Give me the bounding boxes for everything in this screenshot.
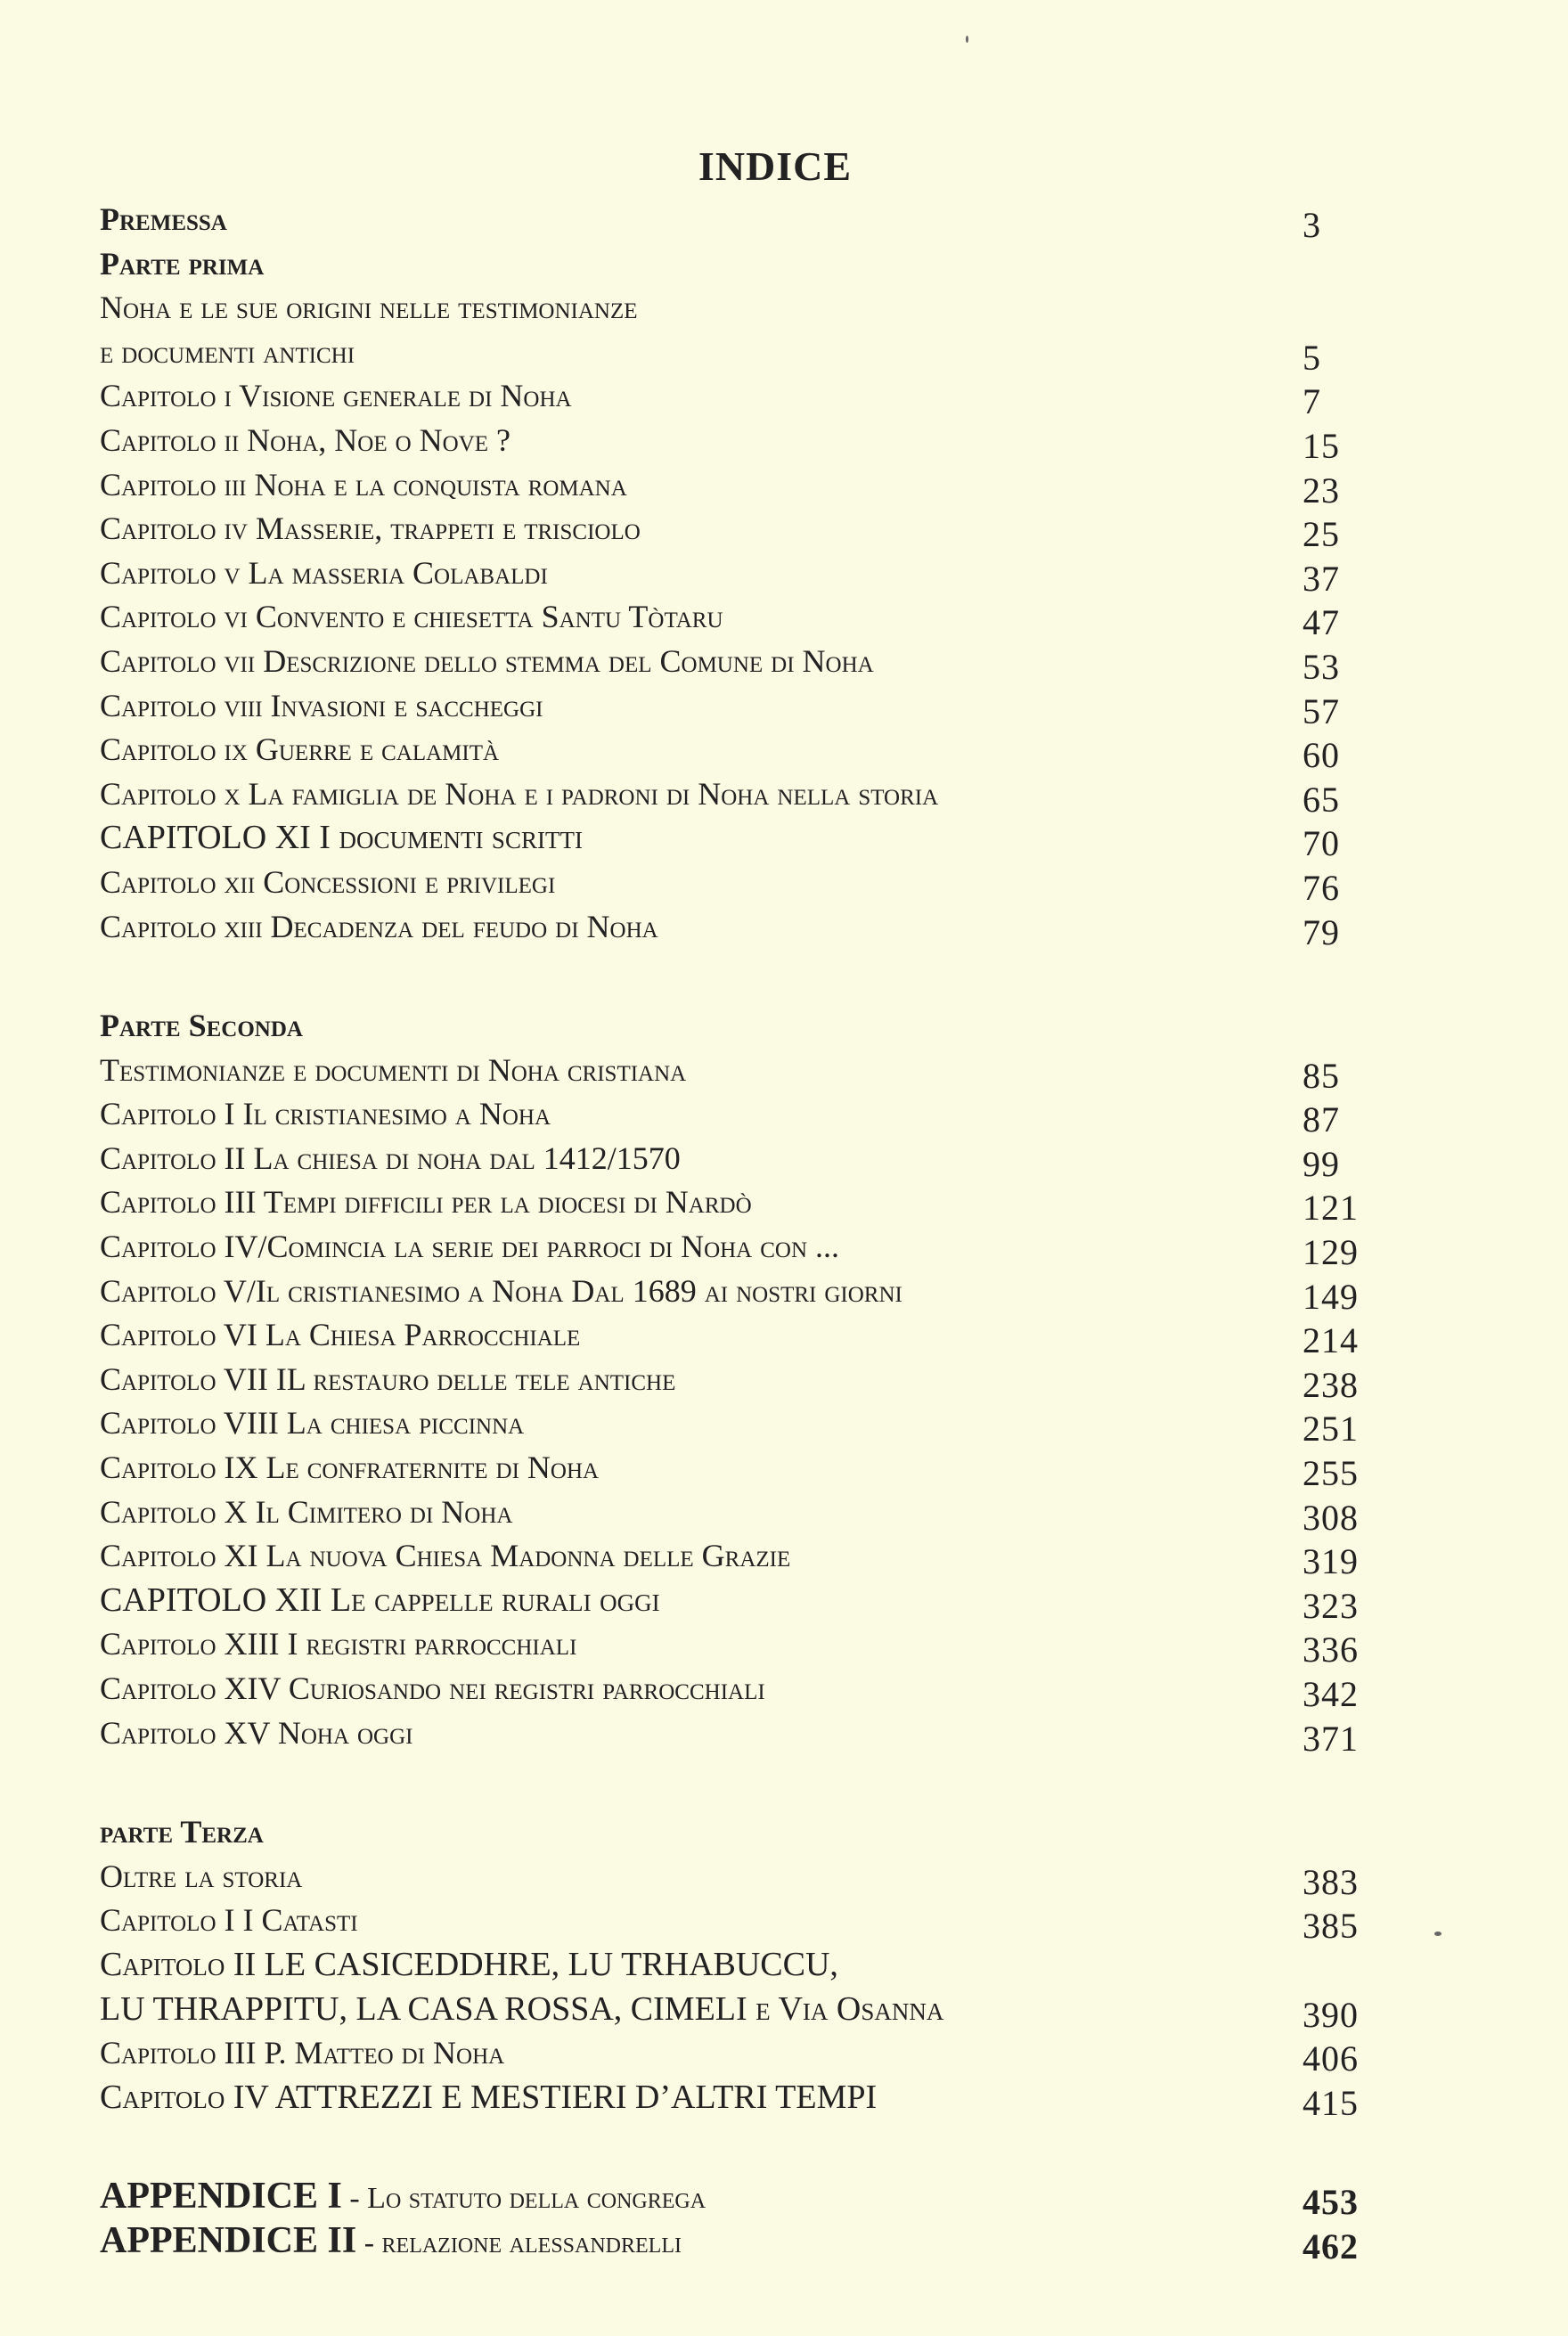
toc-row (100, 861, 1383, 908)
appendix-title: - Lo statuto della congrega (341, 2182, 706, 2216)
toc-entry-text: Capitolo xiii Decadenza del feudo di Noha (100, 908, 658, 944)
toc-row (100, 242, 1383, 287)
toc-entry-text: Capitolo vi Convento e chiesetta Santu Tòtaru (100, 599, 723, 635)
toc-row (100, 1180, 1383, 1229)
toc-entry-text: Capitolo VI La Chiesa Parrocchiale (100, 1317, 581, 1353)
toc-row (100, 1092, 1383, 1140)
toc-entry-text: Capitolo V/Il cristianesimo a Noha Dal 1689 ai nostri giorni (100, 1272, 902, 1309)
toc-row (100, 1401, 1383, 1450)
toc-entry-text: Capitolo x La famiglia de Noha e i padroni di Noha nella storia (100, 775, 939, 812)
toc-entry-text: Parte prima (100, 245, 265, 282)
toc-entry-text: Capitolo II LE CASICEDDHRE, LU TRHABUCCU, (100, 1945, 838, 1983)
table-of-contents (100, 198, 1383, 2267)
toc-page-number: 149 (1303, 1276, 1359, 1317)
toc-page-number: 87 (1303, 1099, 1340, 1140)
page-title: INDICE (698, 143, 853, 189)
toc-entry-text: Capitolo ix Guerre e calamità (100, 731, 500, 768)
toc-row (100, 1855, 1383, 1902)
toc-page-number: 462 (1303, 2226, 1359, 2267)
toc-row (100, 1534, 1383, 1582)
toc-row (100, 772, 1383, 820)
toc-row (100, 728, 1383, 776)
toc-spacer (100, 949, 1383, 1004)
toc-entry-text: Capitolo vii Descrizione dello stemma del Comune di Noha (100, 642, 874, 679)
toc-entry-text: Oltre la storia (100, 1858, 303, 1894)
toc-row (100, 816, 1383, 864)
toc-row (100, 1899, 1383, 1947)
toc-entry-text: Capitolo VIII La chiesa piccinna (100, 1405, 525, 1442)
toc-page-number: 70 (1303, 823, 1340, 864)
toc-row (100, 1810, 1383, 1855)
toc-page-number: 129 (1303, 1232, 1359, 1273)
toc-page-number: 15 (1303, 425, 1340, 466)
toc-entry-text: Capitolo IX Le confraternite di Noha (100, 1450, 600, 1486)
toc-page-number: 385 (1303, 1906, 1359, 1947)
toc-page-number: 5 (1303, 337, 1321, 378)
toc-entry-text: e documenti antichi (100, 333, 355, 370)
toc-row (100, 2031, 1383, 2079)
toc-row (100, 198, 1383, 245)
toc-entry-text: Capitolo XIII I registri parrocchiali (100, 1626, 577, 1662)
toc-row (100, 551, 1383, 599)
toc-row (100, 1270, 1383, 1317)
toc-entry-text: CAPITOLO XI I documenti scritti (100, 819, 583, 857)
toc-page-number: 319 (1303, 1541, 1359, 1582)
toc-page-number: 406 (1303, 2038, 1359, 2079)
toc-entry-text: Capitolo XV Noha oggi (100, 1714, 413, 1751)
toc-page-number: 308 (1303, 1497, 1359, 1538)
toc-row (100, 905, 1383, 950)
toc-row (100, 286, 1383, 331)
toc-row (100, 1446, 1383, 1494)
toc-page-number: 25 (1303, 514, 1340, 555)
toc-row (100, 2076, 1383, 2123)
toc-entry-text: Capitolo IV/Comincia la serie dei parroci di Noha con ... (100, 1229, 840, 1265)
toc-entry-text (100, 2219, 682, 2266)
toc-page-number: 214 (1303, 1320, 1359, 1361)
toc-row (100, 640, 1383, 687)
toc-entry-text: Capitolo XIV Curiosando nei registri parrocchiali (100, 1670, 765, 1706)
toc-entry-text: Capitolo iv Masserie, trappeti e trisciolo (100, 510, 641, 547)
toc-page-number: 76 (1303, 867, 1340, 908)
toc-appendix-row (100, 2219, 1383, 2267)
toc-row (100, 684, 1383, 729)
paper-speck (1434, 1932, 1441, 1936)
paper-speck (966, 36, 968, 43)
toc-page-number: 60 (1303, 735, 1340, 776)
toc-page-number: 53 (1303, 646, 1340, 687)
toc-entry-text: Capitolo v La masseria Colabaldi (100, 554, 548, 591)
toc-row (100, 1622, 1383, 1670)
toc-row (100, 1358, 1383, 1405)
toc-entry-text: Capitolo ii Noha, Noe o Nove ? (100, 421, 511, 458)
toc-page-number: 37 (1303, 558, 1340, 599)
toc-row (100, 419, 1383, 466)
appendix-label: APPENDICE I (100, 2176, 342, 2218)
toc-entry-text: Capitolo VII IL restauro delle tele antiche (100, 1360, 676, 1397)
toc-entry-text: Capitolo iii Noha e la conquista romana (100, 466, 627, 502)
toc-spacer (100, 2120, 1383, 2175)
toc-row (100, 463, 1383, 508)
toc-entry-text: Capitolo viii Invasioni e saccheggi (100, 687, 543, 723)
toc-page-number: 85 (1303, 1055, 1340, 1096)
toc-entry-text (100, 2175, 706, 2221)
toc-entry-text: Capitolo II La chiesa di noha dal 1412/1570 (100, 1139, 681, 1176)
toc-row (100, 1988, 1383, 2035)
toc-page-number: 99 (1303, 1143, 1340, 1184)
toc-row (100, 1137, 1383, 1184)
toc-page-number: 57 (1303, 690, 1340, 731)
toc-entry-text: parte Terza (100, 1814, 264, 1850)
toc-page-number: 121 (1303, 1188, 1359, 1229)
toc-entry-text: Capitolo i Visione generale di Noha (100, 378, 572, 414)
toc-page-number: 79 (1303, 911, 1340, 952)
toc-page-number: 390 (1303, 1994, 1359, 2035)
toc-row (100, 1313, 1383, 1361)
toc-entry-text: Capitolo I Il cristianesimo a Noha (100, 1096, 551, 1132)
toc-entry-text: Noha e le sue origini nelle testimonianze (100, 290, 638, 326)
toc-row (100, 1579, 1383, 1626)
toc-page-number: 453 (1303, 2182, 1359, 2223)
toc-spacer (100, 1755, 1383, 1810)
appendix-title: - relazione alessandrelli (356, 2226, 682, 2259)
toc-entry-text: Capitolo XI La nuova Chiesa Madonna delle Grazie (100, 1538, 791, 1574)
toc-row (100, 331, 1383, 378)
toc-page-number: 3 (1303, 205, 1321, 245)
toc-row (100, 374, 1383, 422)
toc-row (100, 1943, 1383, 1988)
toc-page-number: 251 (1303, 1409, 1359, 1450)
toc-entry-text: Capitolo xii Concessioni e privilegi (100, 863, 556, 900)
toc-entry-text: CAPITOLO XII Le cappelle rurali oggi (100, 1580, 660, 1619)
toc-page-number: 342 (1303, 1674, 1359, 1714)
toc-entry-text: Capitolo III P. Matteo di Noha (100, 2035, 505, 2071)
appendix-label: APPENDICE II (100, 2219, 357, 2261)
toc-entry-text: Capitolo X Il Cimitero di Noha (100, 1493, 513, 1530)
toc-page-number: 336 (1303, 1629, 1359, 1670)
toc-entry-text: Capitolo IV ATTREZZI E MESTIERI D’ALTRI TEMPI (100, 2078, 878, 2116)
toc-row (100, 1491, 1383, 1538)
toc-row (100, 1711, 1383, 1759)
toc-page-number: 238 (1303, 1364, 1359, 1405)
toc-entry-text: Testimonianze e documenti di Noha cristiana (100, 1051, 687, 1088)
toc-entry-text: Capitolo III Tempi difficili per la diocesi di Nardò (100, 1184, 752, 1221)
toc-appendix-row (100, 2175, 1383, 2223)
toc-entry-text: Capitolo I I Catasti (100, 1902, 358, 1939)
toc-page-number: 371 (1303, 1718, 1359, 1759)
toc-page-number: 415 (1303, 2082, 1359, 2123)
toc-row (100, 595, 1383, 643)
toc-page-number: 65 (1303, 779, 1340, 820)
toc-entry-text: Premessa (100, 201, 227, 237)
toc-page-number: 23 (1303, 470, 1340, 510)
toc-row (100, 507, 1383, 555)
toc-page-number: 7 (1303, 381, 1321, 422)
toc-page-number: 383 (1303, 1861, 1359, 1902)
toc-page-number: 255 (1303, 1453, 1359, 1494)
toc-entry-text: Parte Seconda (100, 1008, 303, 1044)
toc-row (100, 1667, 1383, 1714)
toc-page-number: 323 (1303, 1585, 1359, 1626)
toc-page-number: 47 (1303, 602, 1340, 643)
toc-entry-text: LU THRAPPITU, LA CASA ROSSA, CIMELI e Via Osanna (100, 1989, 944, 2028)
toc-row (100, 1225, 1383, 1273)
toc-row (100, 1004, 1383, 1049)
toc-row (100, 1049, 1383, 1096)
